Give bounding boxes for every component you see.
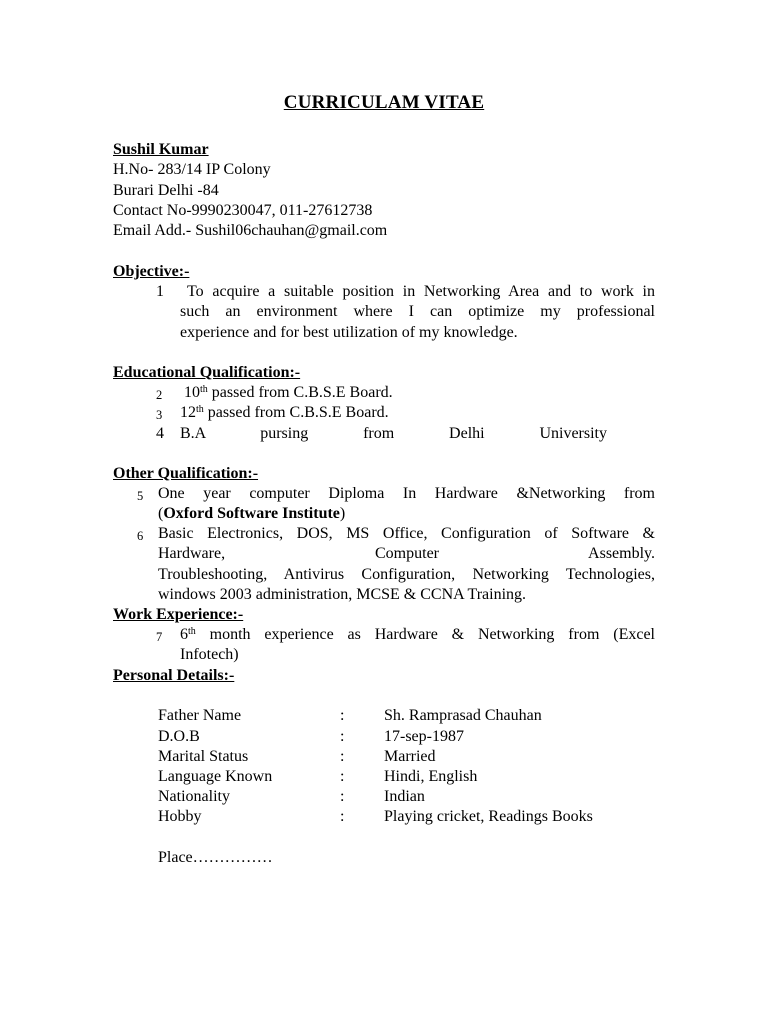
list-number: 1 xyxy=(156,283,164,300)
paren-open: ( xyxy=(158,505,164,523)
contact-email: Email Add.- Sushil06chauhan@gmail.com xyxy=(113,222,388,240)
personal-row-language xyxy=(158,767,658,787)
personal-row-dob xyxy=(158,727,658,747)
row-value: Married xyxy=(384,748,436,765)
row-value: Playing cricket, Readings Books xyxy=(384,808,593,825)
objective-heading xyxy=(113,262,189,282)
work-sup-base: 6 xyxy=(180,626,188,643)
address-line-1: H.No- 283/14 IP Colony xyxy=(113,161,271,179)
education-item-2-text xyxy=(180,403,655,423)
objective-line-1: To acquire a suitable position in Networking Area and to work in xyxy=(187,283,655,300)
education-item-1-text xyxy=(184,383,659,403)
education-sup: th xyxy=(200,384,208,395)
work-item-text xyxy=(180,625,655,666)
other-item-6-line-4: windows 2003 administration, MCSE & CCNA Training. xyxy=(158,585,527,603)
education-item-3-text xyxy=(180,424,607,444)
row-label: Hobby xyxy=(158,808,202,825)
personal-row-hobby xyxy=(158,807,658,827)
education-heading-text: Educational Qualification:- xyxy=(113,364,301,381)
row-value: Hindi, English xyxy=(384,768,478,785)
paren-close: ) xyxy=(339,505,346,523)
objective-text xyxy=(180,282,655,343)
institute-name: Oxford Software Institute xyxy=(163,505,340,523)
education-rest: passed from C.B.S.E Board. xyxy=(207,384,393,401)
row-label: Father Name xyxy=(158,707,242,724)
other-item-5-line-1: One year computer Diploma In Hardware &Networking from xyxy=(158,485,655,502)
row-separator: : xyxy=(340,768,345,785)
work-line-1-rest: month experience as Hardware & Networking from (Excel xyxy=(195,626,655,643)
personal-heading-text: Personal Details:- xyxy=(113,667,235,684)
row-separator: : xyxy=(340,728,345,745)
contact-phone: Contact No-9990230047, 011-27612738 xyxy=(113,201,373,219)
objective-heading-text: Objective:- xyxy=(113,263,190,280)
education-item-3-line: B.A pursing from Delhi University xyxy=(180,425,607,442)
row-separator: : xyxy=(340,707,345,724)
other-item-6-line-2: Hardware, Computer Assembly. xyxy=(158,545,655,563)
work-heading-text: Work Experience:- xyxy=(113,606,244,623)
row-value: Indian xyxy=(384,788,425,805)
education-heading xyxy=(113,363,300,383)
other-item-5-text xyxy=(158,484,655,525)
other-item-6-line-3: Troubleshooting, Antivirus Configuration, Networking Technologies, xyxy=(158,565,655,583)
document-title: CURRICULAM VITAE xyxy=(283,92,485,113)
place-line xyxy=(158,848,273,868)
list-number: 4 xyxy=(156,425,164,442)
candidate-name: Sushil Kumar xyxy=(113,141,209,158)
list-number: 3 xyxy=(156,408,163,422)
education-sup: th xyxy=(196,404,204,415)
other-heading-text: Other Qualification:- xyxy=(113,465,259,482)
personal-row-father-name xyxy=(158,706,658,726)
personal-row-marital-status xyxy=(158,747,658,767)
education-sup-base: 10 xyxy=(184,384,200,401)
education-sup-base: 12 xyxy=(180,404,196,421)
other-heading xyxy=(113,464,258,484)
personal-heading xyxy=(113,666,234,686)
personal-row-nationality xyxy=(158,787,658,807)
row-label: Marital Status xyxy=(158,748,249,765)
work-sup: th xyxy=(188,626,196,637)
other-item-6-line-1: Basic Electronics, DOS, MS Office, Configuration of Software & xyxy=(158,525,655,542)
work-heading xyxy=(113,605,243,625)
row-value: 17-sep-1987 xyxy=(384,728,464,745)
list-number: 2 xyxy=(156,388,163,402)
work-line-2: Infotech) xyxy=(180,646,239,664)
list-number: 7 xyxy=(156,630,163,644)
place-text: Place…………… xyxy=(158,849,273,866)
list-number: 5 xyxy=(137,489,144,503)
other-item-6-text xyxy=(158,524,655,605)
row-separator: : xyxy=(340,808,345,825)
objective-line-3: experience and for best utilization of my knowledge. xyxy=(180,323,518,341)
contact-block xyxy=(113,140,387,241)
education-rest: passed from C.B.S.E Board. xyxy=(203,404,389,421)
row-value: Sh. Ramprasad Chauhan xyxy=(384,707,542,724)
row-separator: : xyxy=(340,788,345,805)
row-separator: : xyxy=(340,748,345,765)
row-label: Nationality xyxy=(158,788,230,805)
row-label: Language Known xyxy=(158,768,273,785)
row-label: D.O.B xyxy=(158,728,200,745)
address-line-2: Burari Delhi -84 xyxy=(113,181,219,199)
objective-line-2: such an environment where I can optimize my professional xyxy=(180,303,655,321)
list-number: 6 xyxy=(137,529,144,543)
